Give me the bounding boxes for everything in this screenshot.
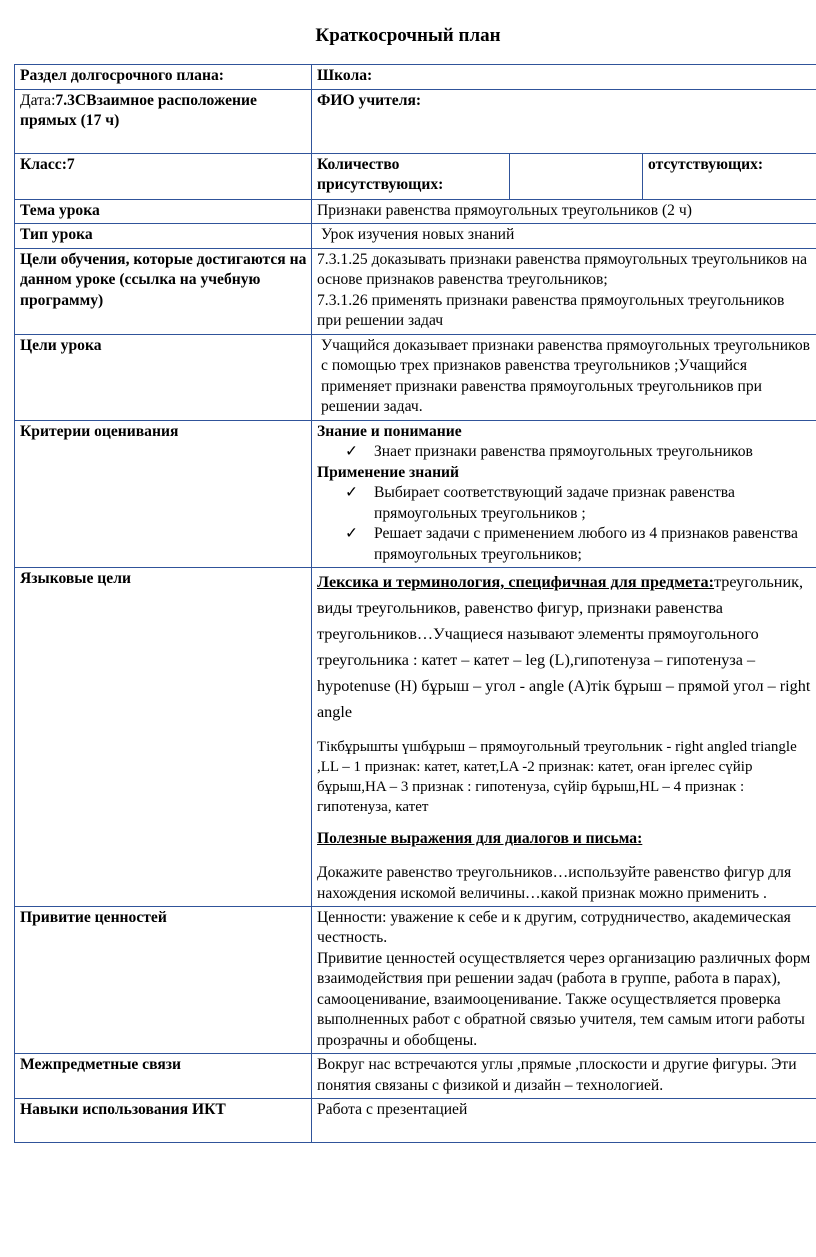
absent-cell (643, 153, 816, 199)
lesson-goals-label-cell (15, 334, 312, 420)
language-label: Языковые цели (20, 570, 131, 587)
absent-label: отсутствующих: (648, 155, 764, 173)
values-text: Ценности: уважение к себе и к другим, сотрудничество, академическая честность. (317, 908, 791, 946)
ict-text: Работа с презентацией (317, 1101, 468, 1118)
phrases-heading: Полезные выражения для диалогов и письма: (317, 830, 643, 847)
lesson-goals-value-cell (312, 334, 816, 420)
topic-label: Тема урока (20, 201, 100, 219)
ict-value-cell (312, 1099, 816, 1143)
interdisciplinary-text: Вокруг нас встречаются углы ,прямые ,плоскости и другие фигуры. Эти понятия связаны с физикой и дизайн – технологией. (317, 1056, 797, 1094)
interdisciplinary-label: Межпредметные связи (20, 1056, 182, 1073)
class-value: 7 (66, 155, 75, 173)
criteria-text: Знает признаки равенства прямоугольных треугольников (374, 443, 753, 460)
lesson-goals-value: Учащийся доказывает признаки равенства прямоугольных треугольников с помощью трех признаков равенства треугольников ;Учащийся применяет признаки равенства прямоугольных треугольников при решении задач. (321, 336, 810, 415)
ict-label: Навыки использования ИКТ (20, 1101, 226, 1118)
objectives-label-cell (15, 248, 312, 334)
row-type (15, 224, 816, 249)
language-value-cell (312, 568, 816, 907)
row-ict (15, 1099, 816, 1143)
vocab-heading: Лексика и терминология, специфичная для предмета: (317, 573, 714, 591)
teacher-cell (312, 89, 816, 153)
date-cell (15, 89, 312, 153)
knowledge-heading: Знание и понимание (317, 422, 462, 440)
type-label: Тип урока (20, 226, 93, 243)
phrases-text: Докажите равенство треугольников…используйте равенство фигур для нахождения искомой величины…какой признак можно применить . (317, 863, 792, 902)
interdisciplinary-value-cell (312, 1054, 816, 1099)
row-section (15, 65, 816, 90)
type-label-cell (15, 224, 312, 249)
class-label: Класс: (20, 155, 67, 173)
topic-value-cell (312, 199, 816, 224)
objective-item: 7.3.1.25 доказывать признаки равенства прямоугольных треугольников на основе признаков равенства треугольников; (317, 250, 808, 288)
date-value: 7.3СВзаимное расположение прямых (17 ч) (20, 91, 257, 129)
row-date (15, 89, 816, 153)
lesson-plan-table (14, 64, 816, 1143)
application-list (317, 483, 812, 565)
row-lesson-goals (15, 334, 816, 420)
row-objectives (15, 248, 816, 334)
page-title: Краткосрочный план (315, 25, 501, 46)
values-value-cell (312, 906, 816, 1054)
present-cell (312, 153, 510, 199)
criteria-label: Критерии оценивания (20, 422, 179, 440)
list-item (317, 483, 812, 524)
check-icon: ✓ (345, 443, 359, 460)
objectives-label: Цели обучения, которые достигаются на данном уроке (ссылка на учебную программу) (20, 250, 307, 309)
check-icon: ✓ (345, 484, 359, 501)
ict-label-cell (15, 1099, 312, 1143)
interdisciplinary-label-cell (15, 1054, 312, 1099)
section-cell (15, 65, 312, 90)
topic-label-cell (15, 199, 312, 224)
criteria-text: Выбирает соответствующий задаче признак равенства прямоугольных треугольников ; (374, 484, 735, 522)
check-icon: ✓ (345, 525, 359, 542)
row-criteria (15, 420, 816, 568)
school-cell (312, 65, 816, 90)
present-value-cell (510, 153, 643, 199)
type-value-cell (312, 224, 816, 249)
row-class (15, 153, 816, 199)
row-values (15, 906, 816, 1054)
objective-item: 7.3.1.26 применять признаки равенства прямоугольных треугольников при решении задач (317, 291, 785, 329)
values-text: Привитие ценностей осуществляется через организацию различных форм взаимодействия при решении задач (работа в группе, работа в парах), самооценивание, взаимооценивание. Также осуществляется проверка выполненных работ с обратной связью учителя, тем самым итоги работы прозрачны и обобщены. (317, 949, 811, 1049)
date-label: Дата: (20, 91, 56, 109)
language-label-cell (15, 568, 312, 907)
values-label: Привитие ценностей (20, 908, 167, 926)
present-label: Количество присутствующих: (317, 155, 444, 193)
application-heading: Применение знаний (317, 463, 460, 481)
row-topic (15, 199, 816, 224)
row-language (15, 568, 816, 907)
list-item (317, 524, 812, 565)
list-item (317, 442, 812, 463)
values-label-cell (15, 906, 312, 1054)
section-label: Раздел долгосрочного плана: (20, 67, 224, 84)
school-label: Школа: (317, 67, 373, 84)
terms-text: Тікбұрышты үшбұрыш – прямоугольный треугольник - right angled triangle ,LL – 1 признак: катет, катет,LA -2 признак: катет, оған іргелес сүйір бұрыш,HA – 3 признак : гипотенуза, сүйір бұрыш,HL – 4 признак : гипотенуза, катет (317, 739, 797, 815)
knowledge-list (317, 442, 812, 463)
class-cell (15, 153, 312, 199)
criteria-value-cell (312, 420, 816, 568)
vocab-text: треугольник, виды треугольников, равенство фигур, признаки равенства треугольников…Учащиеся называют элементы прямоугольного треугольника : катет – катет – leg (L),гипотенуза – гипотенуза – hypotenuse (H) бұрыш – угол - angle (A)тік бұрыш – прямой угол – right angle (317, 573, 811, 721)
objectives-value-cell (312, 248, 816, 334)
type-value: Урок изучения новых знаний (321, 226, 515, 243)
teacher-label: ФИО учителя: (317, 91, 422, 109)
criteria-label-cell (15, 420, 312, 568)
row-interdisciplinary (15, 1054, 816, 1099)
criteria-text: Решает задачи с применением любого из 4 признаков равенства прямоугольных треугольников; (374, 525, 798, 563)
topic-value: Признаки равенства прямоугольных треугольников (2 ч) (317, 201, 692, 219)
lesson-goals-label: Цели урока (20, 336, 102, 354)
